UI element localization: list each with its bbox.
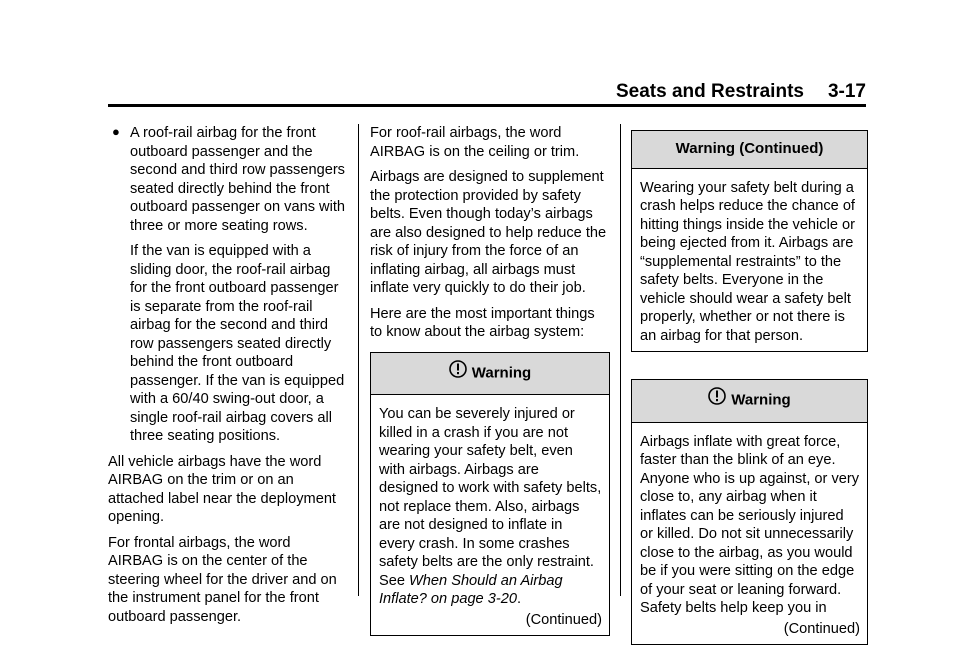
column-2 bbox=[370, 124, 610, 636]
warning-body bbox=[371, 395, 609, 635]
column-3 bbox=[631, 124, 868, 645]
warning-icon bbox=[449, 360, 467, 384]
warning-title: Warning bbox=[731, 391, 791, 409]
continued-label: (Continued) bbox=[525, 611, 602, 628]
warning-icon bbox=[708, 387, 726, 411]
warning-box bbox=[370, 352, 610, 637]
warning-text-end: . bbox=[516, 591, 522, 607]
warning-body bbox=[632, 423, 867, 645]
page-header bbox=[108, 82, 866, 107]
paragraph: For frontal airbags, the word AIRBAG is on the center of the steering wheel for the driver and on the instrument panel for the front outboard passenger. bbox=[108, 534, 337, 625]
warning-text: You can be severely injured or killed in a crash if you are not wearing your safety belt, even with airbags. Airbags are designed to work with safety belts, not replace them. Also, airbags are not designed to inflate in every crash. In some crashes safety belts are the only restraint. See bbox=[379, 406, 602, 589]
warning-continued-box bbox=[631, 130, 868, 352]
paragraph: Here are the most important things to know about the airbag system: bbox=[370, 305, 595, 340]
paragraph: Airbags are designed to supplement the protection provided by safety belts. Even though today’s airbags are also designed to help reduce the risk of injury from the force of an inflating airbag, all airbags must inflate very quickly to do their job. bbox=[370, 169, 607, 296]
page-number: 3-17 bbox=[827, 81, 866, 102]
warning-title: Warning bbox=[471, 364, 532, 382]
bullet-item bbox=[108, 124, 346, 446]
continued-label: (Continued) bbox=[783, 620, 860, 637]
column-1 bbox=[108, 124, 346, 633]
warning-body bbox=[632, 169, 867, 352]
warning-header bbox=[371, 353, 609, 396]
bullet-subparagraph: If the van is equipped with a sliding door, the roof-rail airbag for the front outboard passenger is separate from the roof-rail airbag for the second and third row passengers seated directly behind the front outboard passenger. If the van is equipped with a 60/40 swing-out door, a single roof-rail airbag covers all three seating positions. bbox=[130, 243, 345, 444]
header-title bbox=[616, 82, 866, 102]
column-divider bbox=[620, 124, 621, 596]
paragraph: For roof-rail airbags, the word AIRBAG is on the ceiling or trim. bbox=[370, 125, 580, 160]
column-divider bbox=[358, 124, 359, 596]
cross-reference: When Should an Airbag Inflate? on page 3-20 bbox=[379, 572, 563, 607]
warning-text: Airbags inflate with great force, faster than the blink of an eye. Anyone who is up against, or very close to, any airbag when it inflates can be seriously injured or killed. Do not sit unnecessarily close to the airbag, as you would be if you were sitting on the edge of your seat or leaning forward. Safety belts help keep you in bbox=[640, 433, 860, 616]
section-title: Seats and Restraints bbox=[616, 81, 804, 102]
warning-header: Warning (Continued) bbox=[632, 131, 867, 169]
bullet-text: A roof-rail airbag for the front outboard passenger and the second and third row passengers seated directly behind the front outboard passenger on vans with three or more seating rows. bbox=[130, 125, 345, 234]
warning-text: Wearing your safety belt during a crash helps reduce the chance of hitting things inside the vehicle or being ejected from it. Airbags are “supplemental restraints” to the safety belts. Everyone in the vehicle should wear a safety belt properly, whether or not there is an airbag for that person. bbox=[640, 179, 855, 344]
bullet-icon: ● bbox=[112, 124, 120, 139]
paragraph: All vehicle airbags have the word AIRBAG on the trim or on an attached label near the deployment opening. bbox=[108, 453, 336, 525]
warning-box bbox=[631, 379, 868, 645]
warning-header bbox=[632, 380, 867, 423]
